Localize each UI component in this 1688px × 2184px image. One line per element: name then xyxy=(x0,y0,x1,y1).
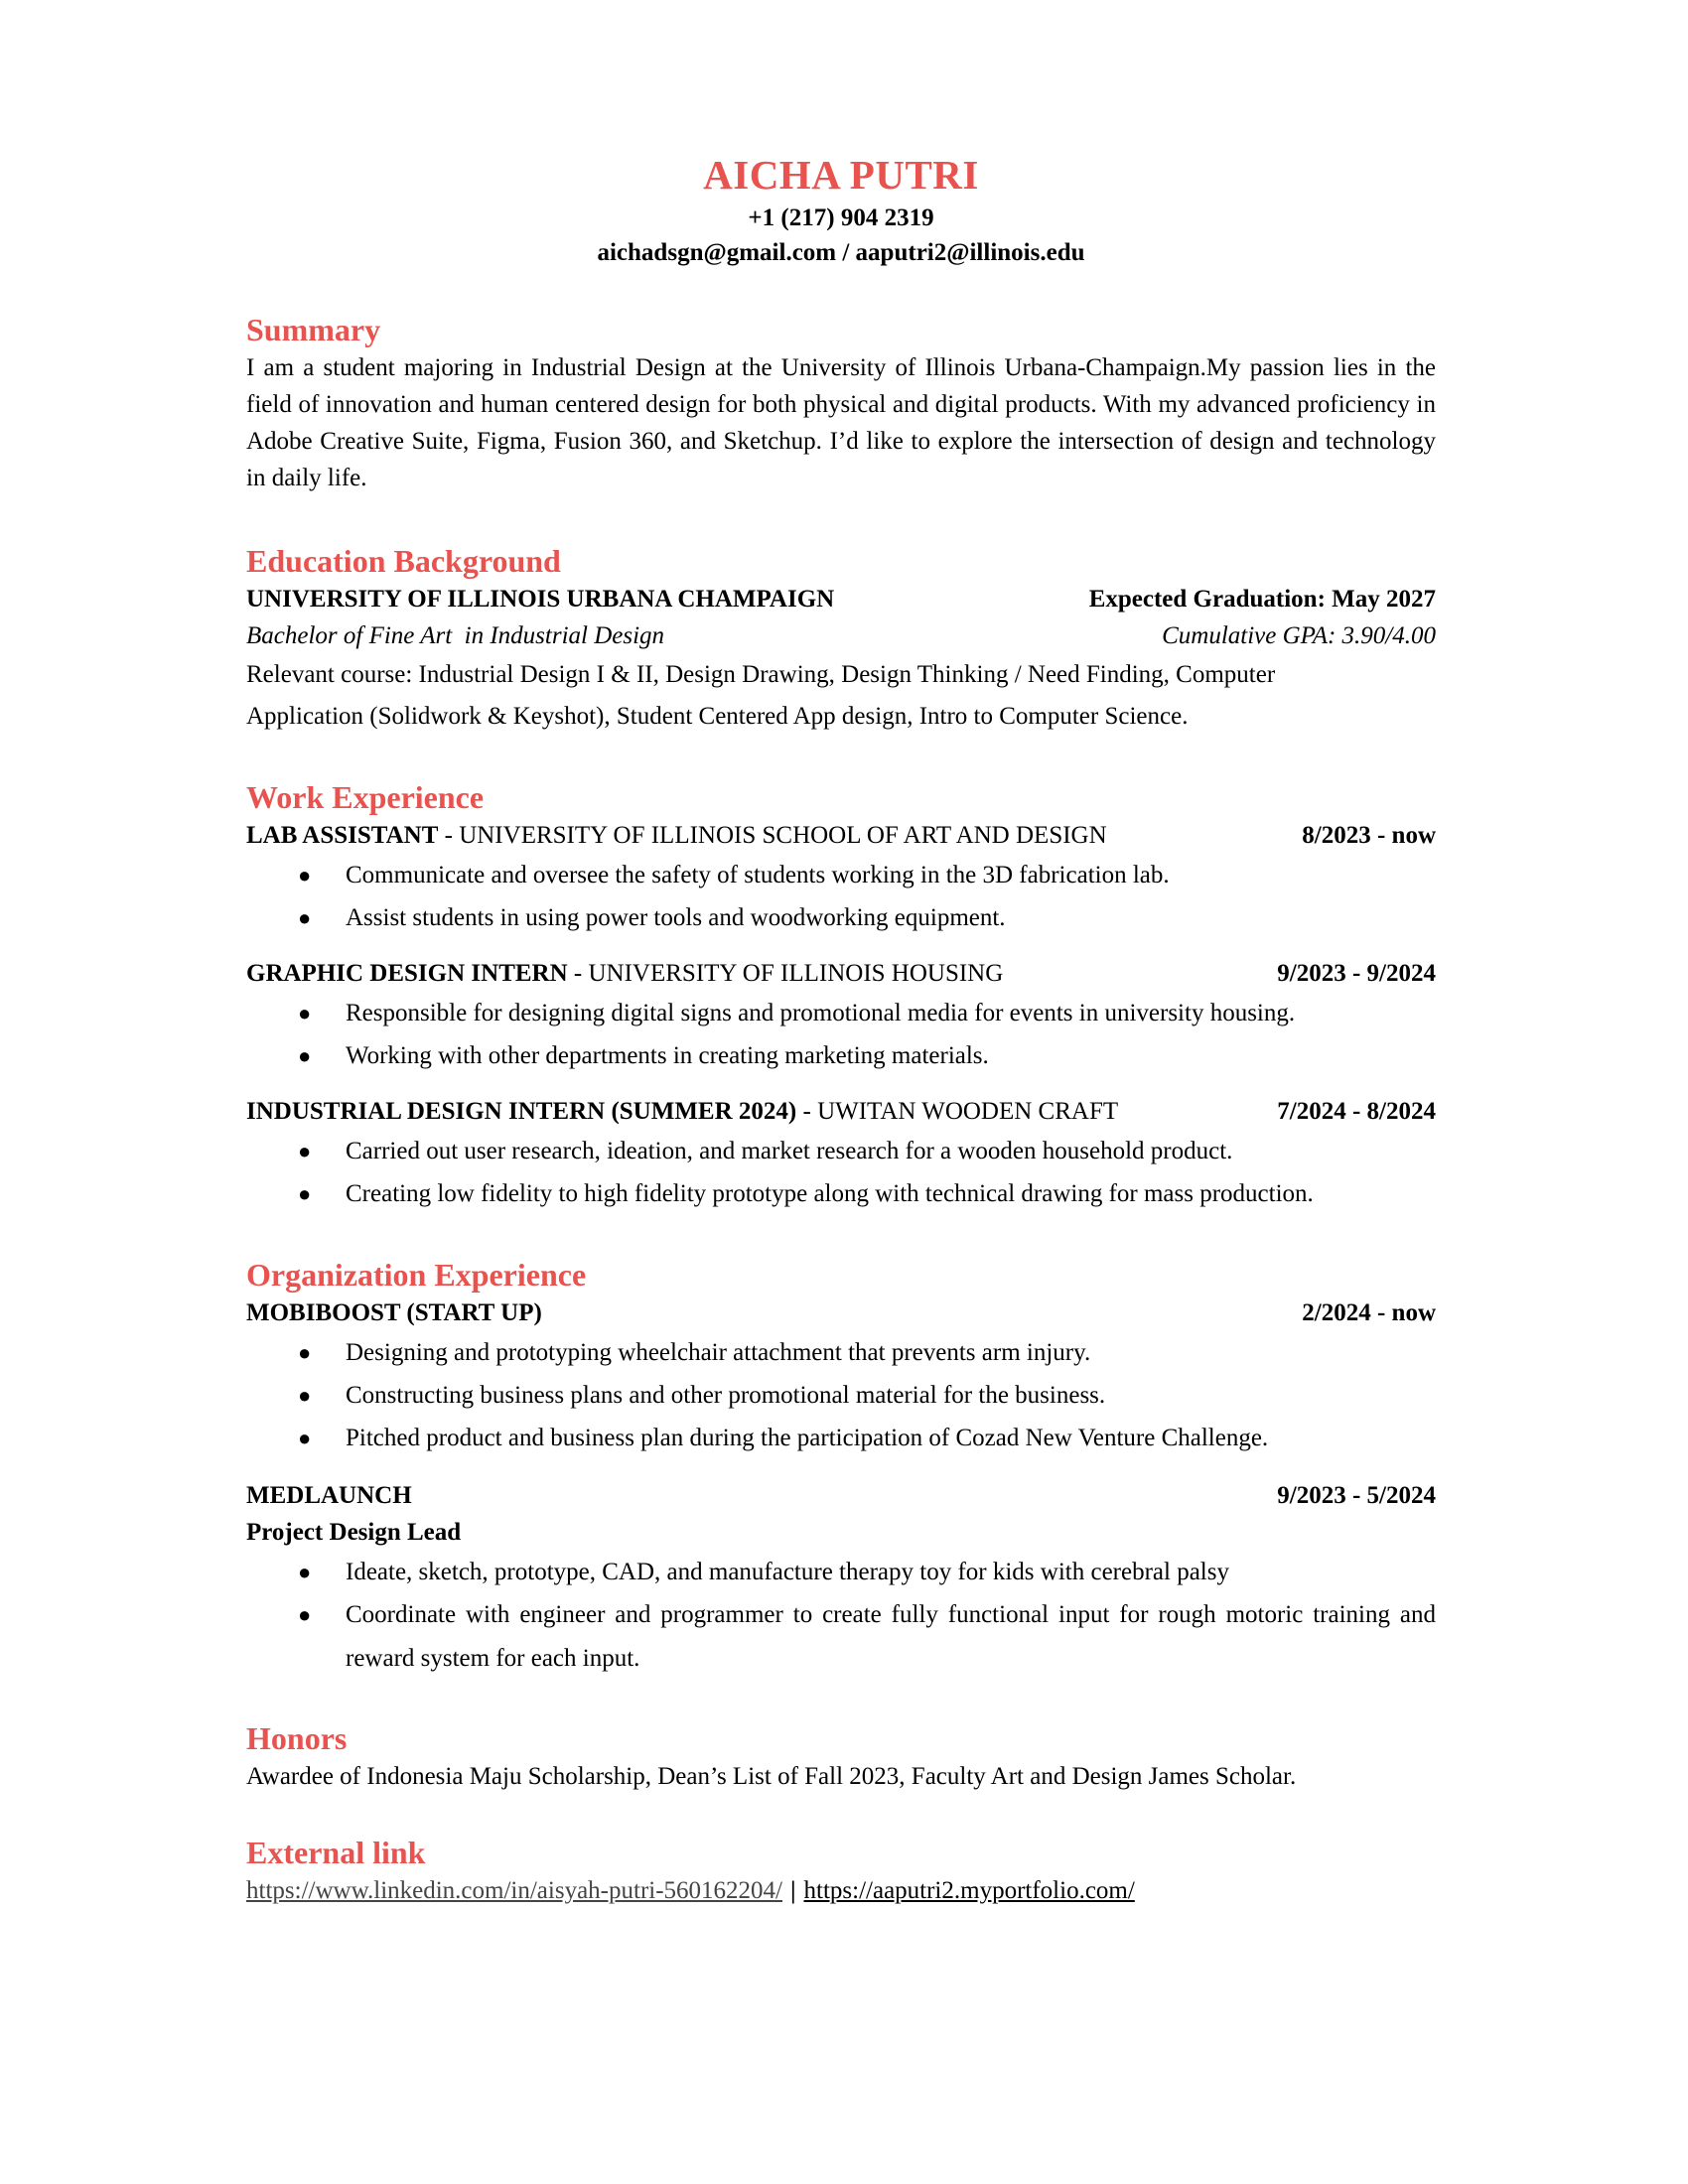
bullet-icon: ● xyxy=(298,1340,312,1365)
list-item: ● Carried out user research, ideation, and market research for a wooden household product. xyxy=(246,1130,1436,1172)
organization-position: Project Design Lead xyxy=(246,1519,462,1546)
relevant-courses-line-1: Relevant course: Industrial Design I & II, Design Drawing, Design Thinking / Need Finding, Computer xyxy=(246,661,1276,688)
work-heading: Work Experience xyxy=(246,779,485,815)
bullet-icon: ● xyxy=(298,1560,312,1584)
list-item: ● Working with other departments in creating marketing materials. xyxy=(246,1034,1436,1077)
list-item: ● Creating low fidelity to high fidelity prototype along with technical drawing for mass production. xyxy=(246,1172,1436,1215)
resume-page xyxy=(246,149,1436,1909)
job-org: - UWITAN WOODEN CRAFT xyxy=(796,1098,1119,1125)
list-item: ● Pitched product and business plan during the participation of Cozad New Venture Challenge. xyxy=(246,1417,1436,1459)
school-name: UNIVERSITY OF ILLINOIS URBANA CHAMPAIGN xyxy=(246,586,835,613)
job-role: INDUSTRIAL DESIGN INTERN (SUMMER 2024) xyxy=(246,1098,797,1125)
gpa: Cumulative GPA: 3.90/4.00 xyxy=(1162,622,1436,649)
list-item: ● Communicate and oversee the safety of students working in the 3D fabrication lab. xyxy=(246,854,1436,896)
link-separator: | xyxy=(790,1877,796,1904)
work-section xyxy=(246,777,1436,1215)
bullet-icon: ● xyxy=(298,905,312,930)
organization-dates: 2/2024 - now xyxy=(1302,1299,1436,1326)
list-item: ● Responsible for designing digital signs and promotional media for events in university housing. xyxy=(246,992,1436,1034)
resume-header xyxy=(246,149,1436,270)
job-entry xyxy=(246,1093,1436,1215)
graduation-date: Expected Graduation: May 2027 xyxy=(1088,586,1436,613)
organization-heading: Organization Experience xyxy=(246,1257,587,1293)
job-entry xyxy=(246,955,1436,1077)
job-org: - UNIVERSITY OF ILLINOIS HOUSING xyxy=(567,960,1004,987)
relevant-courses-line-2: Application (Solidwork & Keyshot), Student Centered App design, Intro to Computer Science. xyxy=(246,703,1189,730)
linkedin-link[interactable]: https://www.linkedin.com/in/aisyah-putri-560162204/ xyxy=(246,1877,782,1904)
honors-section xyxy=(246,1718,1436,1795)
job-dates: 9/2023 - 9/2024 xyxy=(1277,960,1436,987)
job-dates: 8/2023 - now xyxy=(1302,822,1436,849)
list-item: ● Coordinate with engineer and programmer to create fully functional input for rough motoric training and reward system for each input. xyxy=(246,1593,1436,1681)
links-section xyxy=(246,1833,1436,1909)
organization-name: MOBIBOOST (START UP) xyxy=(246,1299,542,1326)
job-entry xyxy=(246,817,1436,939)
organization-name: MEDLAUNCH xyxy=(246,1482,412,1509)
organization-entry xyxy=(246,1477,1436,1681)
phone-number: +1 (217) 904 2319 xyxy=(748,205,934,231)
candidate-name: AICHA PUTRI xyxy=(703,152,979,198)
organization-dates: 9/2023 - 5/2024 xyxy=(1277,1482,1436,1509)
organization-entry xyxy=(246,1295,1436,1459)
bullet-icon: ● xyxy=(298,1043,312,1068)
bullet-icon: ● xyxy=(298,1383,312,1408)
bullet-icon: ● xyxy=(298,1426,312,1450)
summary-text: I am a student majoring in Industrial Design at the University of Illinois Urbana-Champaign.My passion lies in the field of innovation and human centered design for both physical and digital products. With my advanced proficiency in Adobe Creative Suite, Figma, Fusion 360, and Sketchup. I’d like to explore the intersection of design and technology in daily life. xyxy=(246,354,1436,491)
summary-heading: Summary xyxy=(246,312,381,347)
list-item: ● Assist students in using power tools and woodworking equipment. xyxy=(246,896,1436,939)
job-org: - UNIVERSITY OF ILLINOIS SCHOOL OF ART AND DESIGN xyxy=(438,822,1107,849)
list-item: ● Designing and prototyping wheelchair attachment that prevents arm injury. xyxy=(246,1331,1436,1374)
degree: Bachelor of Fine Art in Industrial Design xyxy=(246,622,665,649)
links-heading: External link xyxy=(246,1835,426,1870)
honors-heading: Honors xyxy=(246,1720,348,1756)
list-item: ● Ideate, sketch, prototype, CAD, and manufacture therapy toy for kids with cerebral palsy xyxy=(246,1551,1436,1593)
bullet-icon: ● xyxy=(298,1181,312,1206)
honors-text: Awardee of Indonesia Maju Scholarship, Dean’s List of Fall 2023, Faculty Art and Design James Scholar. xyxy=(246,1763,1297,1790)
education-section xyxy=(246,541,1436,738)
bullet-icon: ● xyxy=(298,1602,312,1627)
job-dates: 7/2024 - 8/2024 xyxy=(1277,1098,1436,1125)
portfolio-link[interactable]: https://aaputri2.myportfolio.com/ xyxy=(803,1877,1135,1904)
bullet-icon: ● xyxy=(298,1001,312,1025)
email-addresses: aichadsgn@gmail.com / aaputri2@illinois.edu xyxy=(597,239,1085,266)
job-role: GRAPHIC DESIGN INTERN xyxy=(246,960,568,987)
list-item: ● Constructing business plans and other promotional material for the business. xyxy=(246,1374,1436,1417)
job-role: LAB ASSISTANT xyxy=(246,822,439,849)
summary-section xyxy=(246,310,1436,496)
bullet-icon: ● xyxy=(298,863,312,887)
organization-section xyxy=(246,1255,1436,1681)
education-heading: Education Background xyxy=(246,543,561,579)
bullet-icon: ● xyxy=(298,1139,312,1163)
